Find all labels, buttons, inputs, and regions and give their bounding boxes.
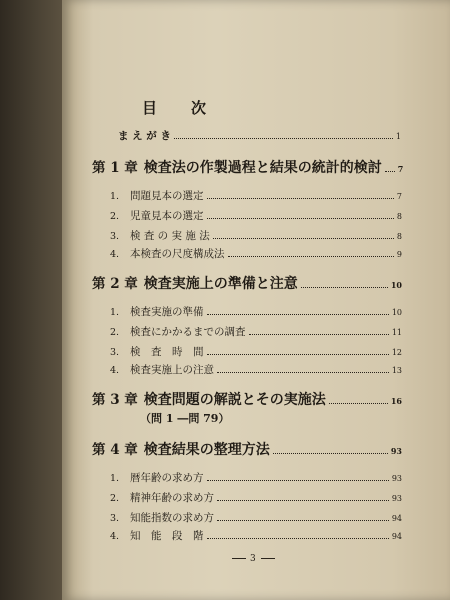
toc-section <box>110 362 402 377</box>
section-number: 1. <box>110 473 120 484</box>
section-number: 2. <box>110 211 120 222</box>
toc-heading: 目次 <box>142 99 241 117</box>
page-number: 8 <box>396 232 402 241</box>
chapter-title: 検査問題の解説とその実施法 <box>143 392 326 408</box>
toc-chapter-1 <box>92 156 402 177</box>
page-number: 13 <box>391 366 402 375</box>
page-number: 93 <box>391 474 402 483</box>
page-number: 7 <box>396 192 402 201</box>
toc-chapter-3 <box>92 388 402 409</box>
toc-section <box>110 528 402 543</box>
dot-leader <box>207 354 389 355</box>
section-title: 精神年齢の求め方 <box>130 492 214 504</box>
section-title: 問題見本の選定 <box>130 190 204 202</box>
chapter-subtitle: （問 1 ―問 79） <box>140 412 230 425</box>
page-number: 93 <box>391 494 402 503</box>
toc-section <box>110 344 402 359</box>
section-title: 児童見本の選定 <box>130 210 204 222</box>
chapter-label: 第 3 章 <box>92 392 138 408</box>
toc-section <box>110 208 402 223</box>
section-title: 知能指数の求め方 <box>130 512 214 524</box>
page-number: 12 <box>391 348 402 357</box>
toc-chapter-4 <box>92 438 402 459</box>
section-title: 暦年齢の求め方 <box>130 472 204 484</box>
page-number: 16 <box>390 396 402 406</box>
dot-leader <box>385 171 395 172</box>
dot-leader <box>273 453 388 454</box>
footer-page-value: 3 <box>250 554 257 564</box>
page-number: 7 <box>397 164 404 174</box>
toc-section <box>110 470 402 485</box>
section-number: 2. <box>110 327 120 338</box>
footer-dash-left <box>232 558 246 559</box>
dot-leader <box>228 256 394 257</box>
toc-section <box>110 490 402 505</box>
section-number: 1. <box>110 191 120 202</box>
dot-leader <box>249 334 389 335</box>
dot-leader <box>207 480 389 481</box>
page-number: 10 <box>390 280 402 290</box>
toc-section <box>110 228 402 243</box>
dot-leader <box>207 314 389 315</box>
toc-section <box>110 510 402 525</box>
chapter-label: 第 2 章 <box>92 276 138 292</box>
page-number: 1 <box>395 132 401 141</box>
dot-leader <box>217 372 389 373</box>
section-title: 検査実施の準備 <box>130 306 204 318</box>
chapter-label: 第 4 章 <box>92 442 138 458</box>
book-spine-shadow <box>0 0 62 600</box>
section-number: 2. <box>110 493 120 504</box>
section-number: 4. <box>110 249 120 260</box>
chapter-title: 検査結果の整理方法 <box>143 442 270 458</box>
section-number: 3. <box>110 231 120 242</box>
section-number: 4. <box>110 365 120 376</box>
section-title: 検 査 時 間 <box>130 346 204 358</box>
dot-leader <box>217 500 389 501</box>
page-number: 93 <box>390 446 402 456</box>
toc-section <box>110 324 402 339</box>
dot-leader <box>301 287 388 288</box>
toc-section <box>110 246 402 261</box>
section-title: 検査にかかるまでの調査 <box>130 326 246 338</box>
section-number: 3. <box>110 513 120 524</box>
page-number: 8 <box>396 212 402 221</box>
toc-chapter-2 <box>92 272 402 293</box>
section-title: 検査実施上の注意 <box>130 364 214 376</box>
chapter-label: 第 1 章 <box>92 160 138 176</box>
dot-leader <box>213 238 394 239</box>
dot-leader <box>207 218 394 219</box>
dot-leader <box>217 520 389 521</box>
page-number: 9 <box>396 250 402 259</box>
chapter-title: 検査実施上の準備と注意 <box>143 276 298 292</box>
section-number: 1. <box>110 307 120 318</box>
dot-leader <box>207 198 394 199</box>
chapter-title: 検査法の作製過程と結果の統計的検討 <box>143 160 382 176</box>
footer-page-number <box>228 554 279 564</box>
section-title: 知 能 段 階 <box>130 530 204 542</box>
page-number: 10 <box>391 308 402 317</box>
footer-dash-right <box>261 558 275 559</box>
toc-section <box>110 188 402 203</box>
toc-section <box>110 304 402 319</box>
dot-leader <box>329 403 388 404</box>
section-title: 検 査 の 実 施 法 <box>130 230 210 242</box>
page-number: 94 <box>391 532 402 541</box>
section-title: 本検査の尺度構成法 <box>130 248 225 260</box>
page-number: 94 <box>391 514 402 523</box>
dot-leader <box>207 538 389 539</box>
preface-label: ま え が き <box>118 130 171 142</box>
section-number: 4. <box>110 531 120 542</box>
page-number: 11 <box>391 328 402 337</box>
toc-entry-preface <box>118 128 401 143</box>
section-number: 3. <box>110 347 120 358</box>
dot-leader <box>174 138 393 139</box>
